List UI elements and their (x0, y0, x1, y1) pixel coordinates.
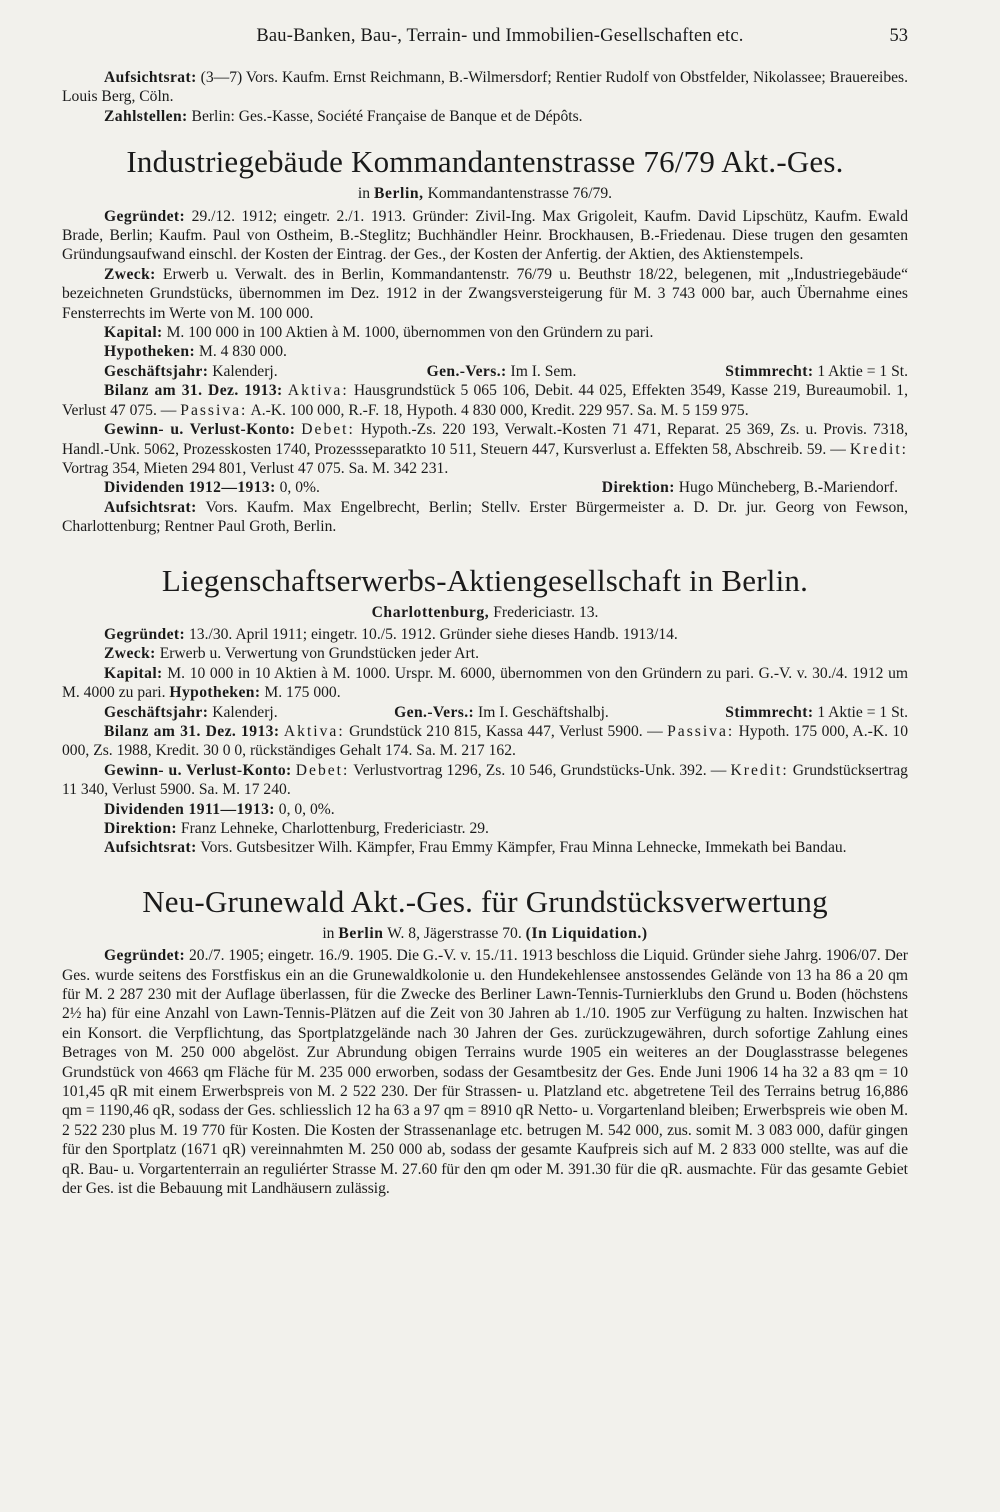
field-text: 29./12. 1912; eingetr. 2./1. 1913. Gründer: Zivil-Ing. Max Grigoleit, Kaufm. David Lipschütz, Kaufm. Ewald Brade, Berlin; Kaufm. Paul von Ostheim, B.-Steglitz; Buchhändler Heinr. Brockhausen, B.-Friedenau. Diese trugen den gesamten Gründungsaufwand einschl. der Kosten der Eintrag. der Ges., der Kosten der Anfertig. der Aktien, des Aktienstempels. (62, 207, 908, 264)
direktion-field (602, 478, 898, 497)
bilanz-paragraph (62, 722, 908, 761)
page-content (62, 68, 908, 1199)
company-location (62, 603, 908, 622)
location-address: Fredericiastr. 13. (493, 603, 599, 621)
field-text: Erwerb u. Verwalt. des in Berlin, Kommandantenstr. 76/79 u. Beuthstr 18/22, belegenen, mit „Industriegebäude“ bezeichneten Grundstücks, übernommen im Dez. 1912 in der Zwangsversteigerung für M. 3 743 000 bar, auch Übernahme eines Fensterrechts im Werte von M. 100 000. (62, 265, 908, 322)
field-text: Erwerb u. Verwertung von Grundstücken jeder Art. (159, 645, 479, 663)
guv-paragraph (62, 420, 908, 478)
kapital-paragraph (62, 323, 908, 342)
prev-aufsichtsrat-paragraph (62, 68, 908, 107)
field-text: 1 Aktie = 1 St. (817, 703, 908, 721)
meta-row (62, 362, 908, 381)
gegruendet-paragraph (62, 207, 908, 265)
kredit-label: Kredit: (730, 761, 789, 779)
aktiva-label: Aktiva: (283, 722, 345, 740)
company-title: Liegenschaftserwerbs-Aktiengesellschaft in Berlin. (161, 562, 809, 598)
field-label: Kapital: (104, 324, 163, 342)
field-text: Vors. Gutsbesitzer Wilh. Kämpfer, Frau Emmy Kämpfer, Frau Minna Lehnecke, Immekath bei Bandau. (200, 839, 847, 857)
field-label: Gen.-Vers.: (426, 362, 507, 380)
field-text: Kalenderj. (212, 362, 278, 380)
field-label: Gegründet: (104, 207, 186, 225)
field-text: Hypoth. 175 000, A.-K. 10 000, Zs. 1988, Kredit. 30 0 0, rückständiges Gehalt 174. Sa. M. 217 162. (62, 722, 908, 760)
field-label: Hypotheken: (169, 684, 261, 702)
liquidation-status: (In Liquidation.) (525, 924, 648, 942)
field-text: Grundstück 210 815, Kassa 447, Verlust 5900. — (349, 722, 663, 740)
kapital-paragraph (62, 664, 908, 703)
dividenden-paragraph (62, 800, 908, 819)
debet-label: Debet: (295, 761, 350, 779)
field-label: Zweck: (104, 645, 156, 663)
dividenden-direktion-row (62, 478, 908, 497)
field-label: Stimmrecht: (725, 703, 814, 721)
field-text: 20./7. 1905; eingetr. 16./9. 1905. Die G.-V. v. 15./11. 1913 beschloss die Liquid. Gründer siehe Jahrg. 1906/07. Der Ges. wurde seitens des Forstfiskus ein an die Grunewaldkolonie u. den Hundekehlensee anstossendes Gelände von 13 ha 86 a 20 qm für M. 2 287 230 mit der Auflage überlassen, für die Zwecke des Berliner Lawn-Tennis-Turnierklubs den Grund u. Boden (höchstens 2½ ha) für eine Anzahl von Lawn-Tennis-Plätzen auf die Zeit von 30 Jahren ab 1./10. 1905 zur Verfügung zu halten. Inzwischen hat ein Konsort. die Verpflichtung, das Sportplatzgelände nach 30 Jahren der Ges. zurückzugewähren, durch sofortige Zahlung eines Betrages von M. 250 000 abgelöst. Zur Abrundung obigen Terrains wurde 1905 ein weiteres an der Douglasstrasse belegenes Grundstück von 4663 qm Fläche für M. 235 000 erworben, sodass der Gesamtbesitz der Ges. Ende Juni 1906 14 ha 32 a 83 qm = 10 101,45 qR mit einem Erwerbspreis von M. 2 522 230. Der für Strassen- u. Platzland etc. abgetretene Teil des Terrains betrug 16,886 qm = 1190,46 qR, sodass der Ges. schliesslich 12 ha 63 a 97 qm = 8910 qR Netto- u. Vorgartenland bleiben; Erwerbspreis wie oben M. 2 522 230 plus M. 19 770 für Kosten. Die Kosten der Strassenanlage etc. betrugen M. 542 000, zus. somit M. 3 083 000, dafür gingen für den Sportplatz (1671 qR) vereinnahmten M. 250 000 ab, sodass der gesamte Kaufpreis sich auf M. 2 833 000 stellte, was auf die qR. Bau- u. Vorgartenterrain an reguliérter Strasse M. 27.60 für den qm oder M. 391.30 für die qR. ausmachte. Für das gesamte Gebiet der Ges. ist die Bebauung mit Landhäusern zulässig. (62, 947, 908, 1198)
aufsichtsrat-paragraph (62, 838, 908, 857)
company-location (62, 924, 908, 943)
field-label: Bilanz am 31. Dez. 1913: (104, 722, 280, 740)
prev-zahlstellen-paragraph (62, 107, 908, 126)
field-label: Zahlstellen: (104, 107, 188, 125)
field-text: Vortrag 354, Mieten 294 801, Verlust 47 075. Sa. M. 342 231. (62, 459, 449, 477)
direktion-paragraph (62, 819, 908, 838)
geschaeftsjahr-field (104, 703, 278, 722)
guv-paragraph (62, 761, 908, 800)
genvers-field (427, 362, 577, 381)
dividenden-field (104, 478, 320, 497)
company-title: Industriegebäude Kommandantenstrasse 76/79 Akt.-Ges. (126, 144, 844, 180)
running-title: Bau-Banken, Bau-, Terrain- und Immobilien-Gesellschaften etc. (256, 26, 744, 46)
field-text: Verlustvortrag 1296, Zs. 10 546, Grundstücks-Unk. 392. — (353, 761, 727, 779)
company-location (62, 184, 908, 203)
field-text: 0, 0%. (279, 479, 320, 497)
kredit-label: Kredit: (849, 440, 908, 458)
field-label: Hypotheken: (104, 343, 196, 361)
field-label: Aufsichtsrat: (104, 69, 197, 86)
bilanz-paragraph (62, 381, 908, 420)
field-text: Kalenderj. (212, 703, 278, 721)
field-text: M. 4 830 000. (198, 343, 287, 361)
stimmrecht-field (725, 362, 908, 381)
location-prefix: in (322, 924, 335, 942)
field-label: Direktion: (104, 820, 178, 837)
field-label: Aufsichtsrat: (104, 839, 197, 857)
location-address: Kommandantenstrasse 76/79. (427, 185, 613, 203)
field-label: Zweck: (104, 265, 156, 283)
zweck-paragraph (62, 644, 908, 663)
field-text: Berlin: Ges.-Kasse, Société Française de Banque et de Dépôts. (191, 107, 583, 125)
field-text: Hypoth.-Zs. 220 193, Verwalt.-Kosten 71 471, Reparat. 25 369, Zs. u. Provis. 7318, Handl.-Unk. 5062, Prozesskosten 1740, Prozessseparatkto 10 511, Steuern 447, Kursverlust a. Effekten 58, Abschreib. 59. — (62, 421, 908, 458)
field-label: Gen.-Vers.: (394, 703, 475, 721)
location-city: Berlin, (373, 185, 424, 203)
field-label: Kapital: (104, 664, 163, 682)
debet-label: Debet: (301, 421, 355, 439)
field-label: Direktion: (601, 479, 675, 497)
location-city: Berlin (338, 924, 384, 942)
passiva-label: Passiva: (180, 401, 248, 419)
gegruendet-paragraph (62, 625, 908, 644)
field-text: M. 10 000 in 10 Aktien à M. 1000. Urspr. M. 6000, übernommen von den Gründern zu pari. G.-V. v. 30./4. 1912 um M. 4000 zu pari. (62, 664, 908, 702)
field-label: Gewinn- u. Verlust-Konto: (104, 761, 292, 779)
field-label: Bilanz am 31. Dez. 1913: (104, 382, 283, 400)
field-label: Stimmrecht: (725, 362, 814, 380)
field-text: 13./30. April 1911; eingetr. 10./5. 1912. Gründer siehe dieses Handb. 1913/14. (189, 625, 678, 643)
aufsichtsrat-paragraph (62, 498, 908, 537)
field-text: (3—7) Vors. Kaufm. Ernst Reichmann, B.-Wilmersdorf; Rentier Rudolf von Obstfelder, Nikolassee; Brauereibes. Louis Berg, Cöln. (62, 69, 908, 106)
field-text: M. 100 000 in 100 Aktien à M. 1000, übernommen von den Gründern zu pari. (166, 324, 654, 342)
field-label: Gewinn- u. Verlust-Konto: (104, 421, 296, 439)
passiva-label: Passiva: (667, 722, 735, 740)
field-text: M. 175 000. (264, 684, 341, 702)
location-prefix: in (357, 185, 371, 203)
field-text: A.-K. 100 000, R.-F. 18, Hypoth. 4 830 000, Kredit. 229 957. Sa. M. 5 159 975. (250, 401, 749, 419)
field-label: Dividenden 1912—1913: (104, 479, 276, 497)
gegruendet-paragraph (62, 946, 908, 1198)
field-text: Hugo Müncheberg, B.-Mariendorf. (678, 479, 898, 497)
hypotheken-paragraph (62, 342, 908, 361)
page-number: 53 (889, 26, 908, 46)
field-text: Im I. Geschäftshalbj. (478, 703, 609, 721)
aktiva-label: Aktiva: (287, 382, 349, 400)
field-label: Gegründet: (104, 625, 186, 643)
location-address: W. 8, Jägerstrasse 70. (387, 924, 522, 942)
stimmrecht-field (725, 703, 908, 722)
zweck-paragraph (62, 265, 908, 323)
genvers-field (394, 703, 609, 722)
field-text: Vors. Kaufm. Max Engelbrecht, Berlin; Stellv. Erster Bürgermeister a. D. Dr. jur. Georg von Fewson, Charlottenburg; Rentner Paul Groth, Berlin. (62, 498, 908, 536)
field-text: 0, 0, 0%. (278, 800, 335, 818)
location-city: Charlottenburg, (371, 603, 490, 621)
company-title: Neu-Grunewald Akt.-Ges. für Grundstücksverwertung (142, 883, 828, 919)
field-label: Aufsichtsrat: (104, 498, 197, 516)
field-text: Hausgrundstück 5 065 106, Debit. 44 025, Effekten 3549, Kasse 219, Bureaumobil. 1, Verlust 47 075. — (62, 382, 908, 419)
geschaeftsjahr-field (104, 362, 278, 381)
field-text: 1 Aktie = 1 St. (817, 362, 908, 380)
field-label: Gegründet: (104, 947, 186, 965)
field-text: Im I. Sem. (510, 362, 577, 380)
field-text: Franz Lehneke, Charlottenburg, Fredericiastr. 29. (180, 820, 489, 837)
field-label: Dividenden 1911—1913: (104, 800, 275, 818)
field-label: Geschäftsjahr: (104, 362, 209, 380)
meta-row (62, 703, 908, 722)
field-label: Geschäftsjahr: (104, 703, 209, 721)
field-text: Grundstücksertrag 11 340, Verlust 5900. Sa. M. 17 240. (62, 761, 908, 799)
